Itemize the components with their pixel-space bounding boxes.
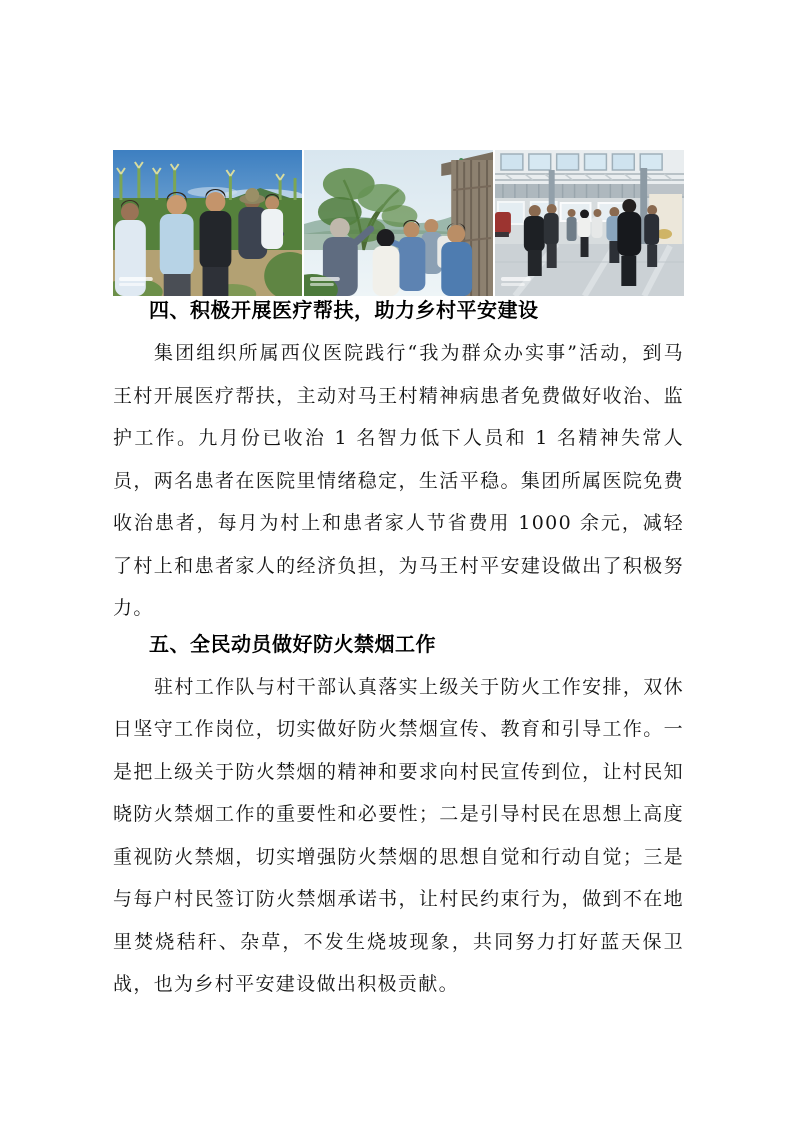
photo-warehouse-image [495, 150, 684, 296]
photo-hillside-orchard-visit [304, 150, 493, 296]
photo-cornfield-image [113, 150, 302, 296]
section-5-heading: 五、全民动员做好防火禁烟工作 [149, 631, 436, 656]
section-4-heading: 四、积极开展医疗帮扶，助力乡村平安建设 [149, 298, 539, 322]
photo-strip [113, 150, 684, 296]
document-body [113, 296, 684, 1006]
photo-hillside-image [304, 150, 493, 296]
photo-cornfield-visit [113, 150, 302, 296]
photo-warehouse-visit [495, 150, 684, 296]
section-5-paragraph: 驻村工作队与村干部认真落实上级关于防火工作安排，双休日坚守工作岗位，切实做好防火禁烟宣传、教育和引导工作。一是把上级关于防火禁烟的精神和要求向村民宣传到位，让村民知晓防火禁烟工作的重要性和必要性；二是引导村民在思想上高度重视防火禁烟，切实增强防火禁烟的思想自觉和行动自觉；三是与每户村民签订防火禁烟承诺书，让村民约束行为，做到不在地里焚烧秸秆、杂草，不发生烧坡现象，共同努力打好蓝天保卫战，也为乡村平安建设做出积极贡献。 [113, 675, 684, 995]
section-4-paragraph: 集团组织所属西仪医院践行“我为群众办实事”活动，到马王村开展医疗帮扶，主动对马王村精神病患者免费做好收治、监护工作。九月份已收治 1 名智力低下人员和 1 名精神失常人员，两名患者在医院里情绪稳定，生活平稳。集团所属医院免费收治患者，每月为村上和患者家人节省费用 1000 余元，减轻了村上和患者家人的经济负担，为马王村平安建设做出了积极努力。 [113, 342, 684, 619]
